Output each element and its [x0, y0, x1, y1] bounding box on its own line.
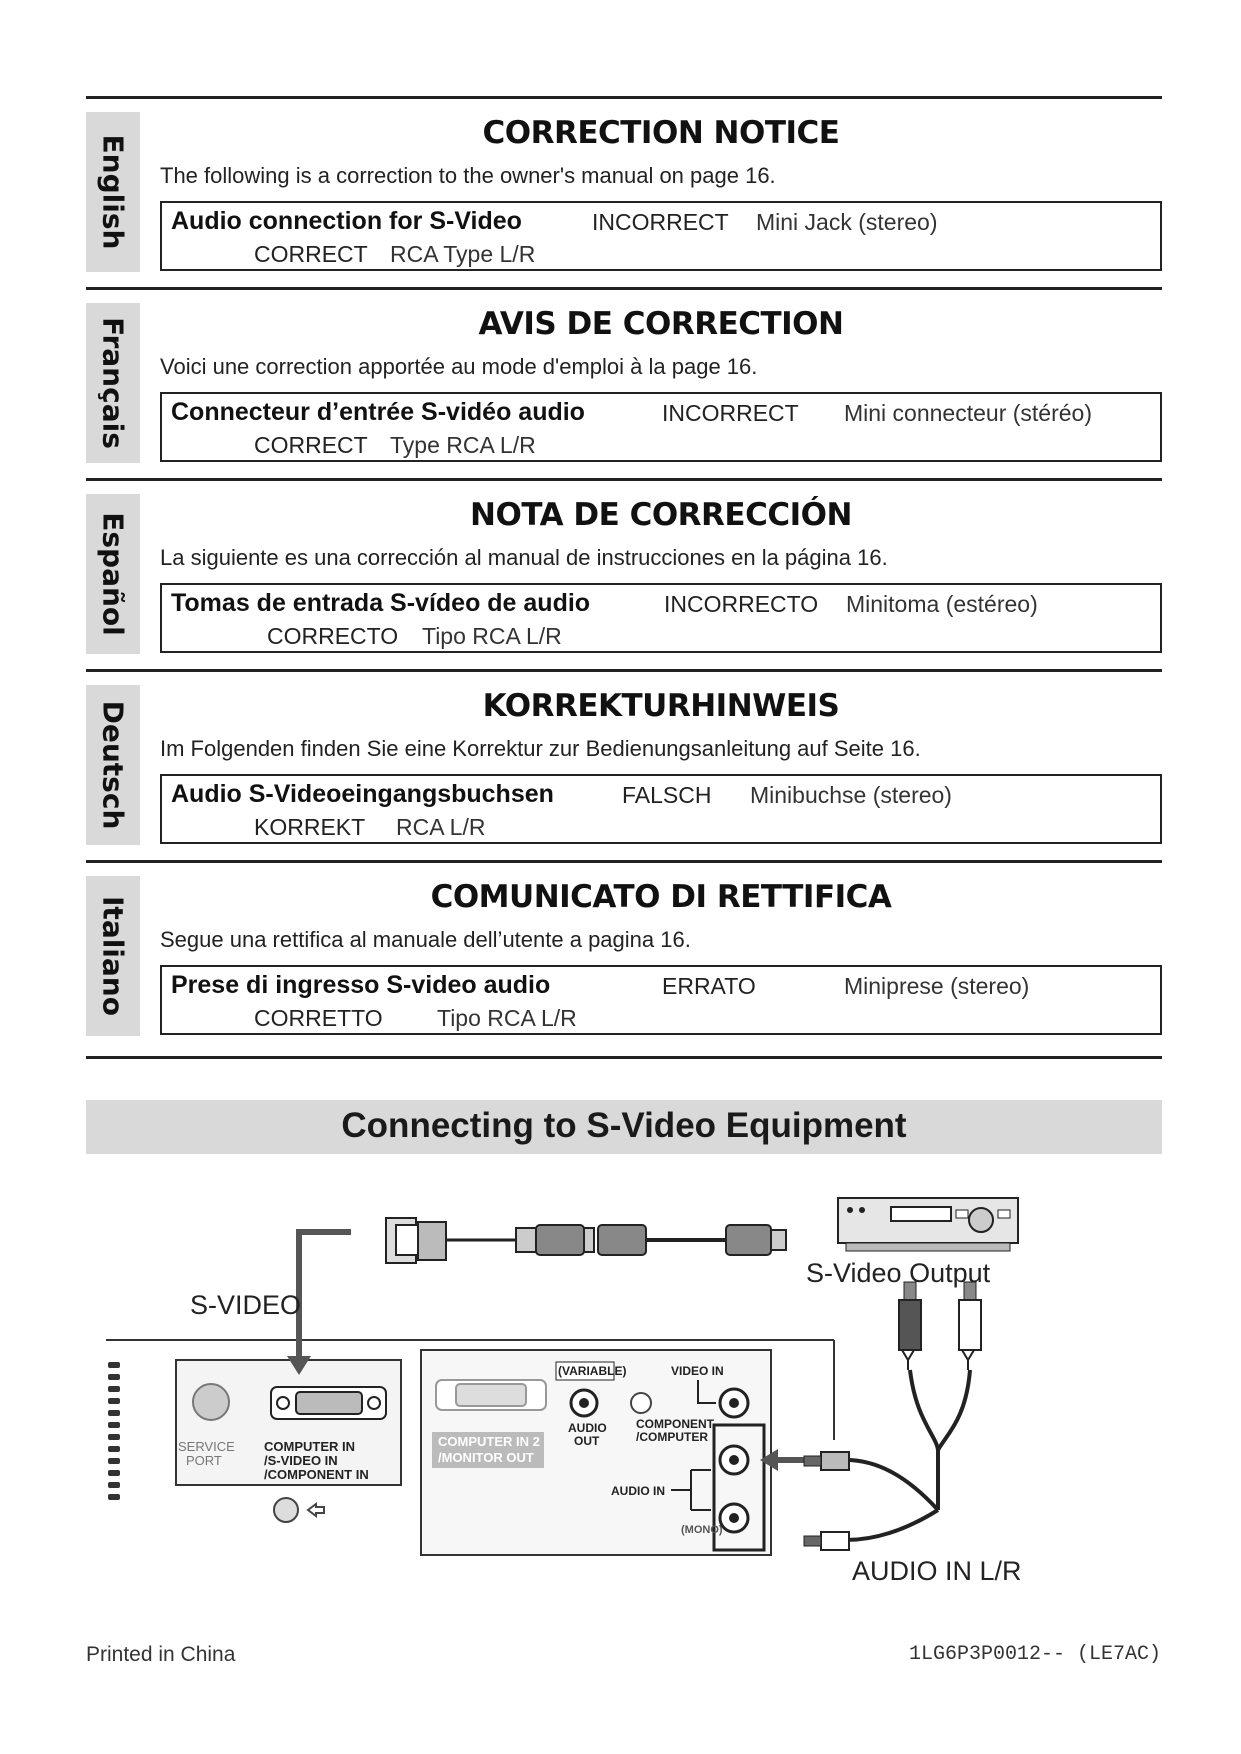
correction-topic: Connecteur d’entrée S-vidéo audio: [171, 398, 585, 426]
svg-text:AUDIO IN: AUDIO IN: [611, 1484, 665, 1498]
incorrect-label: FALSCH: [622, 782, 712, 808]
incorrect-label: INCORRECTO: [664, 591, 819, 617]
vcr-device: [838, 1198, 1018, 1251]
language-tab-label: Deutsch: [96, 700, 130, 830]
language-tab-label: Français: [96, 317, 130, 449]
correction-box: [160, 392, 1162, 462]
incorrect-label: INCORRECT: [662, 400, 799, 426]
correction-topic: Prese di ingresso S-video audio: [171, 971, 551, 999]
language-tab-label: Español: [96, 512, 130, 636]
correct-label: CORRETTO: [254, 1005, 383, 1031]
terminal-panel-left: [176, 1360, 401, 1522]
notice-intro: Segue una rettifica al manuale dell’utente a pagina 16.: [160, 927, 691, 952]
svg-text:COMPUTER IN 2: COMPUTER IN 2: [438, 1434, 540, 1449]
language-tab: [86, 876, 140, 1036]
svg-text:/COMPONENT IN: /COMPONENT IN: [264, 1467, 369, 1482]
notice-intro: La siguiente es una corrección al manual de instrucciones en la página 16.: [160, 545, 888, 570]
audio-in-label: AUDIO IN L/R: [852, 1556, 1022, 1586]
correct-value: Tipo RCA L/R: [437, 1005, 577, 1031]
incorrect-value: Mini connecteur (stéréo): [844, 400, 1092, 426]
computer-in-port: [271, 1387, 386, 1419]
terminal-panel-right: [421, 1350, 771, 1555]
correct-value: RCA L/R: [396, 814, 486, 840]
correct-label: CORRECTO: [267, 623, 399, 649]
language-tab: [86, 494, 140, 654]
notice-title: AVIS DE CORRECTION: [478, 306, 844, 342]
incorrect-value: Minitoma (estéreo): [846, 591, 1038, 617]
svg-text:AUDIO: AUDIO: [568, 1421, 607, 1435]
correct-value: Tipo RCA L/R: [422, 623, 562, 649]
correct-value: RCA Type L/R: [390, 241, 536, 267]
notice-section-francais: [86, 287, 1162, 466]
svg-text:/COMPUTER: /COMPUTER: [636, 1430, 708, 1444]
notice-intro: The following is a correction to the owner's manual on page 16.: [160, 163, 776, 188]
incorrect-label: ERRATO: [662, 973, 756, 999]
svg-text:PORT: PORT: [186, 1453, 222, 1468]
notice-section-espanol: [86, 478, 1162, 657]
notice-section-italiano: [86, 860, 1162, 1039]
notice-title: KORREKTURHINWEIS: [482, 688, 840, 724]
svg-text:SERVICE: SERVICE: [178, 1439, 235, 1454]
footer-part-number: 1LG6P3P0012-- (LE7AC): [908, 1643, 1161, 1666]
rca-audio-cable: [804, 1282, 981, 1550]
incorrect-label: INCORRECT: [592, 209, 729, 235]
correction-topic: Audio connection for S-Video: [171, 207, 522, 235]
connecting-heading: Connecting to S-Video Equipment: [341, 1106, 907, 1145]
language-tab: [86, 303, 140, 463]
notices-bottom-rule: [86, 1056, 1162, 1059]
notice-title: COMUNICATO DI RETTIFICA: [430, 879, 892, 915]
connection-diagram-svg: [86, 1170, 1162, 1590]
svg-text:(MONO): (MONO): [681, 1524, 723, 1536]
notice-intro: Im Folgenden finden Sie eine Korrektur zur Bedienungsanleitung auf Seite 16.: [160, 736, 921, 761]
svg-text:COMPONENT: COMPONENT: [636, 1417, 714, 1431]
connection-diagram: [86, 1170, 1162, 1590]
correction-topic: Audio S-Videoeingangsbuchsen: [171, 780, 554, 808]
correction-box: [160, 201, 1162, 271]
connecting-banner: [86, 1100, 1162, 1154]
svg-text:(VARIABLE): (VARIABLE): [558, 1364, 627, 1378]
language-tab-label: English: [96, 134, 130, 250]
correct-label: KORREKT: [254, 814, 366, 840]
svg-text:OUT: OUT: [574, 1434, 600, 1448]
correct-label: CORRECT: [254, 432, 368, 458]
footer-printed-in: Printed in China: [86, 1643, 236, 1666]
notice-section-deutsch: [86, 669, 1162, 848]
correction-box: [160, 583, 1162, 653]
language-tab: [86, 112, 140, 272]
svideo-output-label: S-Video Output: [806, 1258, 991, 1288]
notice-title: CORRECTION NOTICE: [482, 115, 840, 151]
correction-topic: Tomas de entrada S-vídeo de audio: [171, 589, 591, 617]
language-tab: [86, 685, 140, 845]
language-tab-label: Italiano: [96, 896, 130, 1016]
computer-in-2-port: [436, 1380, 546, 1410]
incorrect-value: Miniprese (stereo): [844, 973, 1030, 999]
correct-label: CORRECT: [254, 241, 368, 267]
incorrect-value: Minibuchse (stereo): [750, 782, 952, 808]
correct-value: Type RCA L/R: [390, 432, 536, 458]
svg-text:/MONITOR OUT: /MONITOR OUT: [438, 1450, 534, 1465]
correction-box: [160, 774, 1162, 844]
svg-text:VIDEO IN: VIDEO IN: [671, 1364, 724, 1378]
svideo-cable: [386, 1218, 786, 1263]
notice-section-english: [86, 96, 1162, 275]
incorrect-value: Mini Jack (stereo): [756, 209, 938, 235]
correction-box: [160, 965, 1162, 1035]
notice-intro: Voici une correction apportée au mode d'emploi à la page 16.: [160, 354, 758, 379]
svideo-label: S-VIDEO: [190, 1290, 302, 1320]
svg-text:COMPUTER IN: COMPUTER IN: [264, 1439, 355, 1454]
vent-slots: [108, 1362, 120, 1500]
svg-text:/S-VIDEO IN: /S-VIDEO IN: [264, 1453, 338, 1468]
notice-title: NOTA DE CORRECCIÓN: [470, 497, 852, 533]
